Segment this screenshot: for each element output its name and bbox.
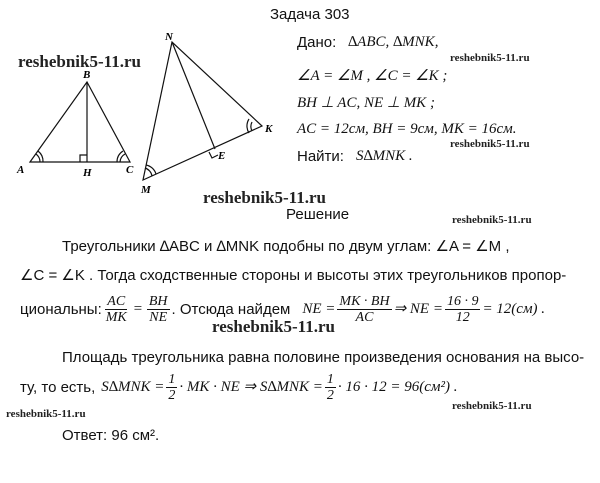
fraction-ac-mk [104,294,129,326]
given-lengths: AC = 12см, BH = 9см, MK = 16см. [297,121,517,137]
proportion-prefix: циональны: [20,301,102,319]
watermark-text: reshebnik5-11.ru [450,138,530,150]
proportion-middle-text: . Отсюда найдем [171,301,291,319]
given-perpendiculars: BH ⊥ AC, NE ⊥ MK ; [297,95,435,111]
triangles-figure [0,28,290,198]
fraction-numerator: MK · BH [339,294,390,309]
fraction-denominator: NE [149,310,168,326]
fraction-numerator: BH [148,294,168,309]
vertex-label-n: N [165,31,173,43]
fraction-denominator: MK [105,310,127,326]
fraction-one-half [166,372,177,404]
fraction-denominator: AC [355,310,374,326]
watermark-text: reshebnik5-11.ru [452,214,532,226]
fraction-mkbh-ac [337,294,391,326]
fraction-16x9-12 [445,294,481,326]
answer-text: Ответ: 96 см². [62,427,160,444]
ne-result: = 12(см) . [482,301,546,318]
fraction-numerator: 16 · 9 [446,294,479,309]
solution-paragraph-1: Треугольники ∆ABC и ∆MNK подобны по двум углам: ∠A = ∠M , [62,238,510,255]
fraction-denominator: 2 [326,388,334,404]
equals-sign: = [132,301,143,318]
fraction-numerator: 1 [326,372,334,387]
solution-proportion-line [20,294,545,326]
solution-paragraph-4: Площадь треугольника равна половине произведения основания на высо- [62,349,585,366]
ne-lhs: NE = [302,301,336,318]
watermark-text: reshebnik5-11.ru [212,317,335,336]
area-lhs: S∆MNK = [101,379,165,396]
fraction-bh-ne [147,294,170,326]
watermark-text: reshebnik5-11.ru [450,52,530,64]
fraction-denominator: 12 [455,310,470,326]
vertex-label-c: C [126,164,134,176]
given-angles: ∠A = ∠M , ∠C = ∠K ; [297,68,448,84]
fraction-numerator: AC [107,294,126,309]
area-result: · 16 · 12 = 96(см²) . [337,379,458,396]
problem-title: Задача 303 [270,6,350,23]
solution-paragraph-2: ∠C = ∠K . Тогда сходственные стороны и высоты этих треугольников пропор- [20,267,567,284]
ne-implication: ⇒ NE = [393,301,443,318]
given-triangles: ∆ABC, ∆MNK, [348,34,439,50]
fraction-numerator: 1 [168,372,176,387]
find-label: Найти: [297,148,344,165]
vertex-label-k: K [265,123,273,135]
fraction-one-half [325,372,336,404]
vertex-label-h: H [83,167,92,179]
area-middle: · MK · NE ⇒ S∆MNK = [179,379,323,396]
watermark-text: reshebnik5-11.ru [18,52,141,71]
watermark-text: reshebnik5-11.ru [452,400,532,412]
given-label: Дано: [297,34,337,51]
find-value: S∆MNK . [356,148,413,164]
vertex-label-e: E [218,150,226,162]
fraction-denominator: 2 [168,388,176,404]
triangle-mnk [143,42,262,180]
solution-heading: Решение [286,206,350,223]
vertex-label-a: A [17,164,25,176]
solution-area-line [20,372,457,404]
vertex-label-m: M [141,184,151,196]
triangle-abc [30,82,130,162]
vertex-label-b: B [83,69,91,81]
watermark-text: reshebnik5-11.ru [203,188,326,207]
area-prefix: ту, то есть, [20,379,96,397]
watermark-text: reshebnik5-11.ru [6,408,86,420]
